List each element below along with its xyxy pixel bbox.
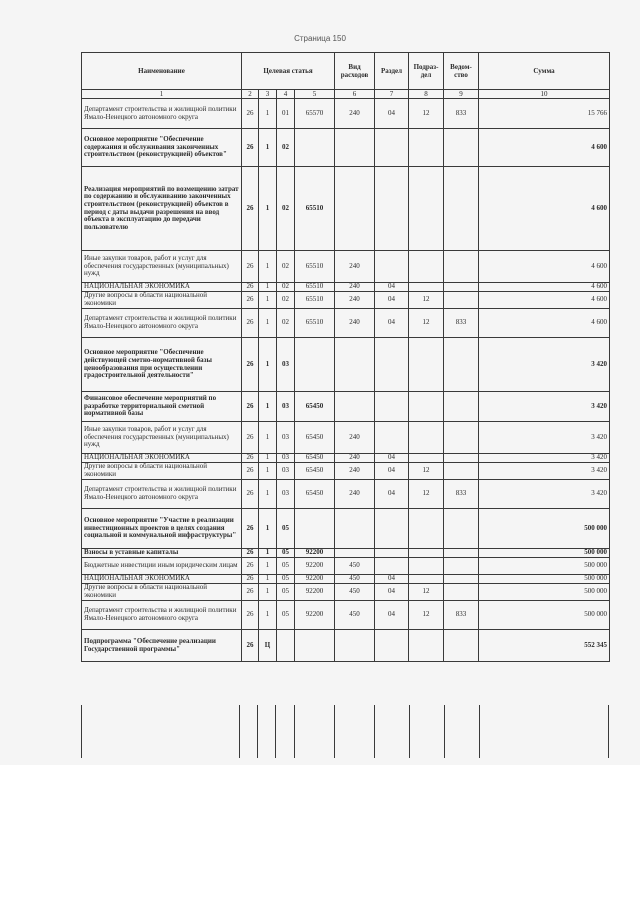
table-row bbox=[82, 292, 610, 309]
row-code-cell: 02 bbox=[277, 251, 295, 283]
row-expense-type-cell: 240 bbox=[335, 309, 375, 338]
row-code-cell: 26 bbox=[242, 601, 259, 630]
row-code-cell: 1 bbox=[259, 129, 277, 167]
col-section-header: Раздел bbox=[375, 53, 409, 90]
row-department-cell bbox=[444, 549, 479, 558]
col-amount-header: Сумма bbox=[479, 53, 610, 90]
row-amount-cell: 3 420 bbox=[479, 480, 610, 509]
row-name-cell: Иные закупки товаров, работ и услуг для обеспечения государственных (муниципальных) нужд bbox=[82, 422, 242, 454]
row-section-cell bbox=[375, 509, 409, 549]
row-expense-type-cell: 240 bbox=[335, 480, 375, 509]
row-subsection-cell bbox=[409, 422, 444, 454]
row-expense-type-cell: 240 bbox=[335, 292, 375, 309]
col-number: 8 bbox=[409, 90, 444, 99]
table-continuation bbox=[81, 705, 609, 758]
row-code-cell: 05 bbox=[277, 584, 295, 601]
row-code-cell: 1 bbox=[259, 463, 277, 480]
row-amount-cell: 500 000 bbox=[479, 575, 610, 584]
row-code-cell: 26 bbox=[242, 392, 259, 422]
row-name-cell: Иные закупки товаров, работ и услуг для обеспечения государственных (муниципальных) нужд bbox=[82, 251, 242, 283]
row-amount-cell: 500 000 bbox=[479, 509, 610, 549]
row-code-cell: 26 bbox=[242, 422, 259, 454]
row-subsection-cell: 12 bbox=[409, 463, 444, 480]
row-expense-type-cell: 240 bbox=[335, 422, 375, 454]
row-code-cell: 26 bbox=[242, 99, 259, 129]
col-subsection-header: Подраз-дел bbox=[409, 53, 444, 90]
row-amount-cell: 3 420 bbox=[479, 454, 610, 463]
row-amount-cell: 15 766 bbox=[479, 99, 610, 129]
row-subsection-cell bbox=[409, 549, 444, 558]
row-section-cell bbox=[375, 558, 409, 575]
row-code-cell: 92200 bbox=[295, 575, 335, 584]
row-code-cell: 26 bbox=[242, 584, 259, 601]
row-code-cell: 1 bbox=[259, 422, 277, 454]
row-code-cell: 03 bbox=[277, 392, 295, 422]
row-section-cell: 04 bbox=[375, 601, 409, 630]
row-expense-type-cell: 450 bbox=[335, 601, 375, 630]
row-department-cell bbox=[444, 392, 479, 422]
row-code-cell: 03 bbox=[277, 463, 295, 480]
row-expense-type-cell bbox=[335, 338, 375, 392]
row-amount-cell: 552 345 bbox=[479, 630, 610, 662]
table-row bbox=[82, 251, 610, 283]
table-row bbox=[82, 422, 610, 454]
row-expense-type-cell: 240 bbox=[335, 283, 375, 292]
row-code-cell: 26 bbox=[242, 167, 259, 251]
row-department-cell bbox=[444, 283, 479, 292]
row-name-cell: НАЦИОНАЛЬНАЯ ЭКОНОМИКА bbox=[82, 575, 242, 584]
row-name-cell: Другие вопросы в области национальной экономики bbox=[82, 584, 242, 601]
row-department-cell bbox=[444, 575, 479, 584]
page-label: Страница 150 bbox=[294, 34, 346, 43]
row-section-cell: 04 bbox=[375, 309, 409, 338]
row-subsection-cell bbox=[409, 575, 444, 584]
col-department-header: Ведом-ство bbox=[444, 53, 479, 90]
row-expense-type-cell: 450 bbox=[335, 575, 375, 584]
row-code-cell bbox=[277, 630, 295, 662]
row-code-cell: 05 bbox=[277, 549, 295, 558]
row-code-cell: 03 bbox=[277, 454, 295, 463]
row-code-cell: 02 bbox=[277, 292, 295, 309]
row-code-cell: 92200 bbox=[295, 584, 335, 601]
row-subsection-cell: 12 bbox=[409, 99, 444, 129]
row-name-cell: Основное мероприятие "Участие в реализации инвестиционных проектов в целях создания социальной и коммунальной инфраструктуры" bbox=[82, 509, 242, 549]
row-subsection-cell bbox=[409, 509, 444, 549]
row-amount-cell: 4 600 bbox=[479, 167, 610, 251]
row-code-cell: 05 bbox=[277, 558, 295, 575]
row-code-cell: 03 bbox=[277, 480, 295, 509]
row-subsection-cell bbox=[409, 338, 444, 392]
row-subsection-cell: 12 bbox=[409, 584, 444, 601]
row-subsection-cell bbox=[409, 630, 444, 662]
row-code-cell: 05 bbox=[277, 601, 295, 630]
row-code-cell: 26 bbox=[242, 129, 259, 167]
row-code-cell: 02 bbox=[277, 129, 295, 167]
row-department-cell: 833 bbox=[444, 309, 479, 338]
row-code-cell: 26 bbox=[242, 575, 259, 584]
col-number: 9 bbox=[444, 90, 479, 99]
row-department-cell bbox=[444, 251, 479, 283]
row-amount-cell: 500 000 bbox=[479, 558, 610, 575]
row-code-cell: 65570 bbox=[295, 99, 335, 129]
row-name-cell: Основное мероприятие "Обеспечение действующей сметно-нормативной базы ценообразования при осуществлении градостроительной деятельности" bbox=[82, 338, 242, 392]
col-number: 4 bbox=[277, 90, 295, 99]
row-code-cell: 1 bbox=[259, 549, 277, 558]
col-number: 3 bbox=[259, 90, 277, 99]
row-code-cell: 65450 bbox=[295, 480, 335, 509]
row-amount-cell: 4 600 bbox=[479, 251, 610, 283]
row-code-cell: 65450 bbox=[295, 392, 335, 422]
row-name-cell: Департамент строительства и жилищной политики Ямало-Ненецкого автономного округа bbox=[82, 309, 242, 338]
row-expense-type-cell bbox=[335, 509, 375, 549]
row-name-cell: Департамент строительства и жилищной политики Ямало-Ненецкого автономного округа bbox=[82, 601, 242, 630]
row-department-cell bbox=[444, 558, 479, 575]
col-number: 6 bbox=[335, 90, 375, 99]
row-section-cell: 04 bbox=[375, 99, 409, 129]
row-amount-cell: 3 420 bbox=[479, 422, 610, 454]
row-name-cell: НАЦИОНАЛЬНАЯ ЭКОНОМИКА bbox=[82, 283, 242, 292]
row-code-cell: Ц bbox=[259, 630, 277, 662]
budget-table bbox=[81, 52, 610, 662]
row-code-cell: 1 bbox=[259, 338, 277, 392]
row-code-cell: 02 bbox=[277, 167, 295, 251]
row-subsection-cell bbox=[409, 454, 444, 463]
row-code-cell: 1 bbox=[259, 251, 277, 283]
row-code-cell bbox=[295, 630, 335, 662]
table-row bbox=[82, 509, 610, 549]
row-amount-cell: 500 000 bbox=[479, 549, 610, 558]
row-code-cell: 26 bbox=[242, 338, 259, 392]
table-row bbox=[82, 392, 610, 422]
row-subsection-cell: 12 bbox=[409, 601, 444, 630]
row-code-cell: 65510 bbox=[295, 283, 335, 292]
row-section-cell: 04 bbox=[375, 454, 409, 463]
row-code-cell: 26 bbox=[242, 251, 259, 283]
row-code-cell: 92200 bbox=[295, 601, 335, 630]
row-expense-type-cell: 240 bbox=[335, 463, 375, 480]
table-row bbox=[82, 549, 610, 558]
row-code-cell: 05 bbox=[277, 575, 295, 584]
row-expense-type-cell bbox=[335, 129, 375, 167]
row-code-cell: 03 bbox=[277, 422, 295, 454]
row-code-cell: 26 bbox=[242, 309, 259, 338]
row-code-cell: 05 bbox=[277, 509, 295, 549]
row-department-cell: 833 bbox=[444, 601, 479, 630]
row-department-cell bbox=[444, 509, 479, 549]
col-number: 2 bbox=[242, 90, 259, 99]
row-code-cell: 65510 bbox=[295, 167, 335, 251]
row-section-cell bbox=[375, 422, 409, 454]
row-expense-type-cell bbox=[335, 392, 375, 422]
row-section-cell: 04 bbox=[375, 575, 409, 584]
col-number: 10 bbox=[479, 90, 610, 99]
row-amount-cell: 4 600 bbox=[479, 129, 610, 167]
row-section-cell bbox=[375, 251, 409, 283]
col-number: 1 bbox=[82, 90, 242, 99]
table-row bbox=[82, 129, 610, 167]
row-name-cell: Взносы в уставные капиталы bbox=[82, 549, 242, 558]
row-code-cell: 65450 bbox=[295, 463, 335, 480]
row-code-cell bbox=[295, 338, 335, 392]
row-code-cell: 92200 bbox=[295, 558, 335, 575]
row-name-cell: Подпрограмма "Обеспечение реализации Государственной программы" bbox=[82, 630, 242, 662]
col-target-header: Целевая статья bbox=[242, 53, 335, 90]
row-amount-cell: 500 000 bbox=[479, 584, 610, 601]
table-row bbox=[82, 283, 610, 292]
table-row bbox=[82, 584, 610, 601]
row-code-cell: 1 bbox=[259, 601, 277, 630]
row-code-cell bbox=[295, 129, 335, 167]
row-code-cell: 03 bbox=[277, 338, 295, 392]
row-section-cell: 04 bbox=[375, 584, 409, 601]
row-department-cell bbox=[444, 463, 479, 480]
row-code-cell: 1 bbox=[259, 584, 277, 601]
table-row bbox=[82, 463, 610, 480]
row-code-cell: 1 bbox=[259, 454, 277, 463]
row-department-cell: 833 bbox=[444, 99, 479, 129]
row-amount-cell: 3 420 bbox=[479, 392, 610, 422]
row-subsection-cell: 12 bbox=[409, 292, 444, 309]
row-code-cell: 1 bbox=[259, 509, 277, 549]
row-code-cell: 65510 bbox=[295, 251, 335, 283]
row-code-cell: 65450 bbox=[295, 422, 335, 454]
table-row bbox=[82, 630, 610, 662]
row-code-cell: 26 bbox=[242, 454, 259, 463]
row-expense-type-cell bbox=[335, 549, 375, 558]
row-section-cell bbox=[375, 392, 409, 422]
row-subsection-cell bbox=[409, 129, 444, 167]
row-section-cell: 04 bbox=[375, 283, 409, 292]
row-code-cell: 01 bbox=[277, 99, 295, 129]
row-expense-type-cell bbox=[335, 167, 375, 251]
row-expense-type-cell: 240 bbox=[335, 99, 375, 129]
col-number: 7 bbox=[375, 90, 409, 99]
row-name-cell: Департамент строительства и жилищной политики Ямало-Ненецкого автономного округа bbox=[82, 480, 242, 509]
row-expense-type-cell: 450 bbox=[335, 584, 375, 601]
row-code-cell: 1 bbox=[259, 575, 277, 584]
row-section-cell bbox=[375, 167, 409, 251]
row-expense-type-cell: 240 bbox=[335, 454, 375, 463]
row-name-cell: НАЦИОНАЛЬНАЯ ЭКОНОМИКА bbox=[82, 454, 242, 463]
row-code-cell: 92200 bbox=[295, 549, 335, 558]
table-row bbox=[82, 558, 610, 575]
row-amount-cell: 3 420 bbox=[479, 338, 610, 392]
row-code-cell: 1 bbox=[259, 309, 277, 338]
row-subsection-cell bbox=[409, 167, 444, 251]
col-name-header: Наименование bbox=[82, 53, 242, 90]
row-name-cell: Реализация мероприятий по возмещению затрат по содержанию и обслуживанию законченных строительством (реконструкцией) объектов в период с даты выдачи разрешения на ввод объекта в эксплуатацию до передачи пользователю bbox=[82, 167, 242, 251]
row-code-cell: 1 bbox=[259, 283, 277, 292]
row-name-cell: Другие вопросы в области национальной экономики bbox=[82, 463, 242, 480]
row-amount-cell: 4 600 bbox=[479, 292, 610, 309]
row-code-cell: 65510 bbox=[295, 309, 335, 338]
row-name-cell: Финансовое обеспечение мероприятий по разработке территориальной сметной нормативной базы bbox=[82, 392, 242, 422]
row-name-cell: Другие вопросы в области национальной экономики bbox=[82, 292, 242, 309]
table-row bbox=[82, 99, 610, 129]
row-code-cell: 26 bbox=[242, 549, 259, 558]
row-subsection-cell: 12 bbox=[409, 309, 444, 338]
row-amount-cell: 4 600 bbox=[479, 283, 610, 292]
row-code-cell: 02 bbox=[277, 309, 295, 338]
table-row bbox=[82, 454, 610, 463]
row-subsection-cell bbox=[409, 558, 444, 575]
row-section-cell bbox=[375, 630, 409, 662]
row-section-cell: 04 bbox=[375, 463, 409, 480]
row-section-cell bbox=[375, 129, 409, 167]
row-department-cell: 833 bbox=[444, 480, 479, 509]
col-expense-type-header: Вид расходов bbox=[335, 53, 375, 90]
row-department-cell bbox=[444, 630, 479, 662]
row-department-cell bbox=[444, 292, 479, 309]
row-code-cell: 26 bbox=[242, 480, 259, 509]
row-code-cell: 1 bbox=[259, 480, 277, 509]
col-number: 5 bbox=[295, 90, 335, 99]
row-code-cell: 1 bbox=[259, 392, 277, 422]
row-subsection-cell bbox=[409, 283, 444, 292]
table-row bbox=[82, 480, 610, 509]
row-amount-cell: 4 600 bbox=[479, 309, 610, 338]
row-code-cell: 1 bbox=[259, 99, 277, 129]
row-section-cell: 04 bbox=[375, 292, 409, 309]
row-section-cell bbox=[375, 549, 409, 558]
row-expense-type-cell: 240 bbox=[335, 251, 375, 283]
table-row bbox=[82, 601, 610, 630]
row-name-cell: Бюджетные инвестиции иным юридическим лицам bbox=[82, 558, 242, 575]
row-subsection-cell: 12 bbox=[409, 480, 444, 509]
header-row bbox=[82, 53, 610, 90]
row-expense-type-cell: 450 bbox=[335, 558, 375, 575]
table-row bbox=[82, 575, 610, 584]
table-row bbox=[82, 338, 610, 392]
row-department-cell bbox=[444, 167, 479, 251]
row-expense-type-cell bbox=[335, 630, 375, 662]
row-department-cell bbox=[444, 454, 479, 463]
row-code-cell: 1 bbox=[259, 292, 277, 309]
row-name-cell: Основное мероприятие "Обеспечение содержания и обслуживания законченных строительством (реконструкцией) объектов" bbox=[82, 129, 242, 167]
table-row bbox=[82, 167, 610, 251]
row-subsection-cell bbox=[409, 392, 444, 422]
row-code-cell: 26 bbox=[242, 558, 259, 575]
row-amount-cell: 500 000 bbox=[479, 601, 610, 630]
row-code-cell bbox=[295, 509, 335, 549]
column-number-row bbox=[82, 90, 610, 99]
row-department-cell bbox=[444, 338, 479, 392]
row-department-cell bbox=[444, 584, 479, 601]
row-section-cell: 04 bbox=[375, 480, 409, 509]
row-name-cell: Департамент строительства и жилищной политики Ямало-Ненецкого автономного округа bbox=[82, 99, 242, 129]
row-section-cell bbox=[375, 338, 409, 392]
row-subsection-cell bbox=[409, 251, 444, 283]
row-code-cell: 26 bbox=[242, 463, 259, 480]
row-code-cell: 65510 bbox=[295, 292, 335, 309]
row-code-cell: 65450 bbox=[295, 454, 335, 463]
row-code-cell: 02 bbox=[277, 283, 295, 292]
row-code-cell: 26 bbox=[242, 292, 259, 309]
row-code-cell: 1 bbox=[259, 167, 277, 251]
row-code-cell: 26 bbox=[242, 283, 259, 292]
row-code-cell: 1 bbox=[259, 558, 277, 575]
row-department-cell bbox=[444, 422, 479, 454]
table-row bbox=[82, 309, 610, 338]
row-department-cell bbox=[444, 129, 479, 167]
row-amount-cell: 3 420 bbox=[479, 463, 610, 480]
row-code-cell: 26 bbox=[242, 630, 259, 662]
row-code-cell: 26 bbox=[242, 509, 259, 549]
